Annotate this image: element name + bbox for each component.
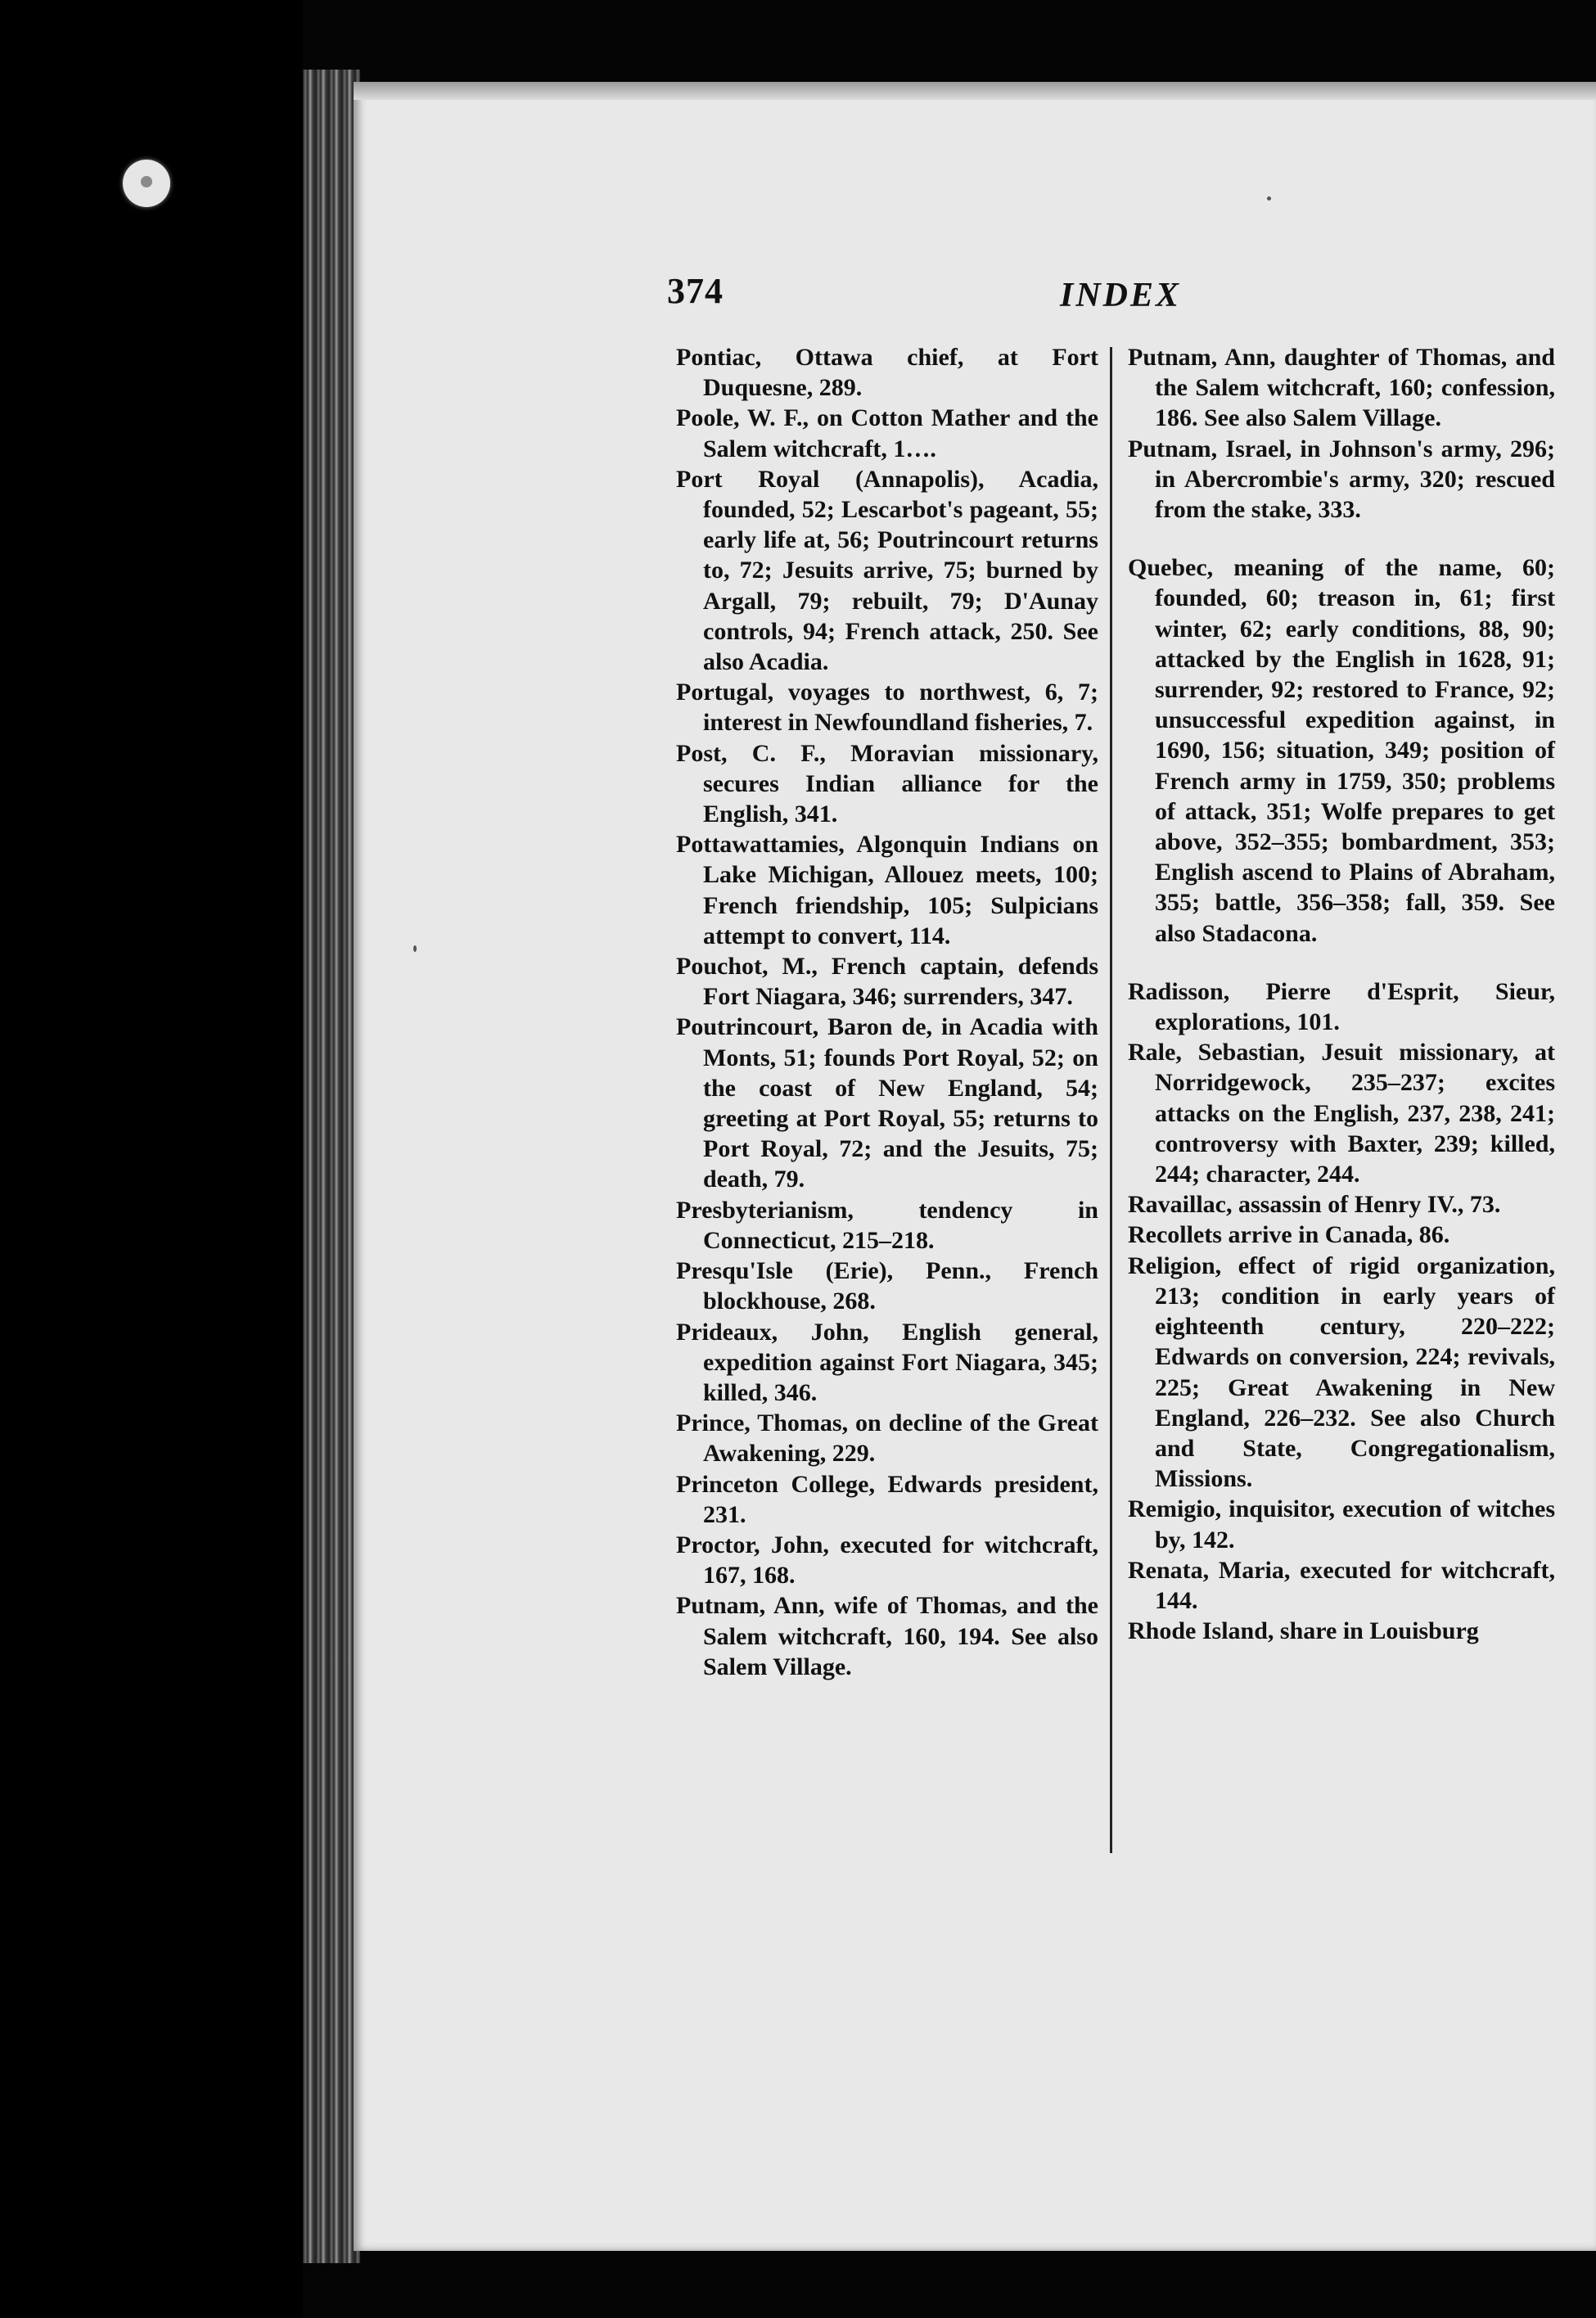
- index-entry: Poole, W. F., on Cotton Mather and the Salem witchcraft, 1….: [676, 404, 1098, 462]
- ink-speck: [413, 945, 417, 952]
- index-entry: Prideaux, John, English general, expedition against Fort Niagara, 345; killed, 346.: [676, 1318, 1098, 1406]
- index-entry: Princeton College, Edwards president, 231.: [676, 1470, 1098, 1528]
- index-entry: Religion, effect of rigid organization, 213; condition in early years of eighteenth century, 220–222; Edwards on conversion, 224; revivals, 225; Great Awakening in New England, 226–232. See also Church and State, Congregationalism, Missions.: [1128, 1251, 1555, 1493]
- index-column-left: [676, 342, 1098, 1682]
- index-entry: Rale, Sebastian, Jesuit missionary, at Norridgewock, 235–237; excites attacks on the English, 237, 238, 241; controversy with Baxter, 239; killed, 244; character, 244.: [1128, 1039, 1555, 1188]
- index-entry: Pontiac, Ottawa chief, at Fort Duquesne, 289.: [676, 344, 1098, 402]
- index-entry: Recollets arrive in Canada, 86.: [1128, 1221, 1450, 1249]
- index-entry: Putnam, Ann, wife of Thomas, and the Salem witchcraft, 160, 194. See also Salem Village.: [676, 1592, 1098, 1680]
- index-entry: Quebec, meaning of the name, 60; founded, 60; treason in, 61; first winter, 62; early conditions, 88, 90; attacked by the English in 1628, 91; surrender, 92; restored to France, 92; unsuccessful expedition against, in 1690, 156; situation, 349; position of French army in 1759, 350; problems of attack, 351; Wolfe prepares to get above, 352–355; bombardment, 353; English ascend to Plains of Abraham, 355; battle, 356–358; fall, 359. See also Stadacona.: [1128, 554, 1555, 947]
- column-divider: [1110, 347, 1112, 1853]
- index-entry: Pottawattamies, Algonquin Indians on Lake Michigan, Allouez meets, 100; French friendship, 105; Sulpicians attempt to convert, 114.: [676, 831, 1098, 949]
- index-entry: Ravaillac, assassin of Henry IV., 73.: [1128, 1191, 1501, 1219]
- index-entry: Renata, Maria, executed for witchcraft, 144.: [1128, 1556, 1555, 1614]
- index-entry: Prince, Thomas, on decline of the Great Awakening, 229.: [676, 1409, 1098, 1468]
- index-entry: Putnam, Israel, in Johnson's army, 296; in Abercrombie's army, 320; rescued from the stake, 333.: [1128, 435, 1555, 524]
- page-top-edge: [354, 82, 1596, 100]
- index-entry: Portugal, voyages to northwest, 6, 7; interest in Newfoundland fisheries, 7.: [676, 679, 1098, 737]
- scan-background: [0, 0, 303, 2318]
- index-entry: Proctor, John, executed for witchcraft, 167, 168.: [676, 1531, 1098, 1590]
- index-entry: Rhode Island, share in Louisburg: [1128, 1617, 1479, 1645]
- index-entry: Poutrincourt, Baron de, in Acadia with Monts, 51; founds Port Royal, 52; on the coast of New England, 54; greeting at Port Royal, 55; returns to Port Royal, 72; and the Jesuits, 75; death, 79.: [676, 1013, 1098, 1193]
- book-binding: [303, 70, 360, 2263]
- index-entry: Post, C. F., Moravian missionary, secures Indian alliance for the English, 341.: [676, 739, 1098, 828]
- index-entry: Presbyterianism, tendency in Connecticut, 215–218.: [676, 1196, 1098, 1254]
- ink-speck: [1267, 196, 1271, 201]
- index-entry: Putnam, Ann, daughter of Thomas, and the Salem witchcraft, 160; confession, 186. See also Salem Village.: [1128, 344, 1555, 432]
- page-title: INDEX: [1060, 277, 1182, 314]
- index-entry: Radisson, Pierre d'Esprit, Sieur, explorations, 101.: [1128, 977, 1555, 1036]
- index-entry: Port Royal (Annapolis), Acadia, founded, 52; Lescarbot's pageant, 55; early life at, 56; Poutrincourt returns to, 72; Jesuits arrive, 75; burned by Argall, 79; rebuilt, 79; D'Aunay controls, 94; French attack, 250. See also Acadia.: [676, 465, 1098, 676]
- page-number: 374: [667, 271, 724, 311]
- index-entry: Presqu'Isle (Erie), Penn., French blockhouse, 268.: [676, 1257, 1098, 1315]
- index-column-right: [1128, 342, 1555, 1646]
- index-entry: Pouchot, M., French captain, defends Fort Niagara, 346; surrenders, 347.: [676, 953, 1098, 1011]
- punch-hole: [123, 160, 170, 207]
- index-entry: Remigio, inquisitor, execution of witches by, 142.: [1128, 1495, 1555, 1554]
